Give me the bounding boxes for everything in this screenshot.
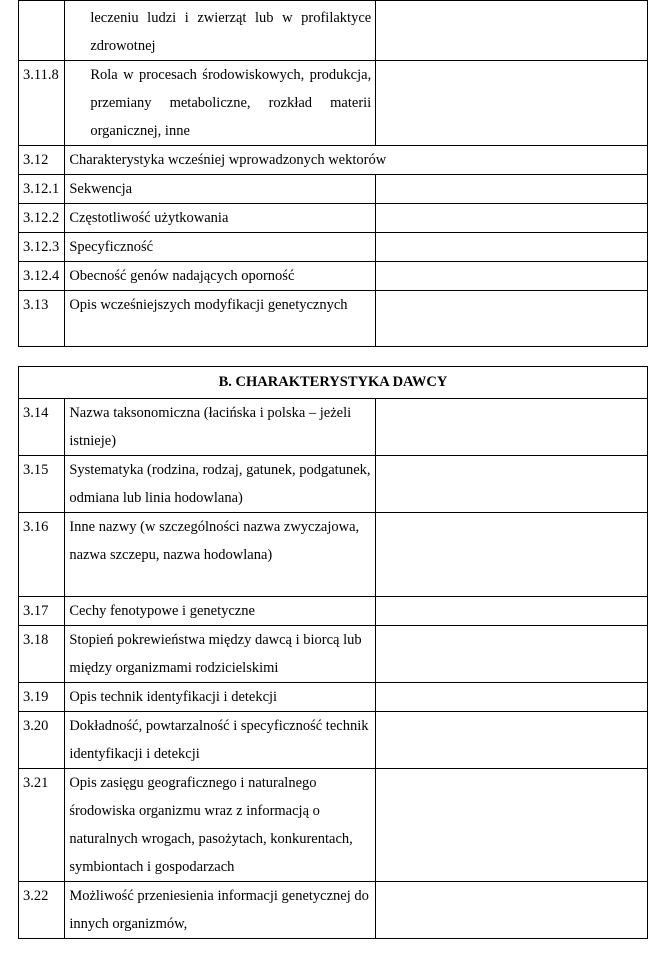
row-description: Częstotliwość użytkowania	[65, 204, 376, 233]
table-row	[19, 769, 648, 882]
row-description: Opis technik identyfikacji i detekcji	[65, 683, 376, 712]
row-number: 3.13	[19, 291, 65, 347]
row-number: 3.17	[19, 597, 65, 626]
section-title: B. CHARAKTERYSTYKA DAWCY	[19, 367, 648, 399]
row-number: 3.12.3	[19, 233, 65, 262]
value-cell[interactable]	[376, 513, 648, 597]
table-row	[19, 513, 648, 597]
row-description: Stopień pokrewieństwa między dawcą i biorcą lub między organizmami rodzicielskimi	[65, 626, 376, 683]
row-description: Sekwencja	[65, 175, 376, 204]
part-b-table	[18, 366, 648, 939]
value-cell[interactable]	[376, 262, 648, 291]
row-description: Systematyka (rodzina, rodzaj, gatunek, podgatunek, odmiana lub linia hodowlana)	[65, 456, 376, 513]
row-description: Inne nazwy (w szczególności nazwa zwyczajowa, nazwa szczepu, nazwa hodowlana)	[65, 513, 376, 597]
value-cell[interactable]	[376, 1, 648, 61]
value-cell[interactable]	[376, 291, 648, 347]
table-row	[19, 291, 648, 347]
part-a-table	[18, 0, 648, 347]
row-number: 3.14	[19, 399, 65, 456]
value-cell[interactable]	[376, 399, 648, 456]
row-description: Dokładność, powtarzalność i specyficzność technik identyfikacji i detekcji	[65, 712, 376, 769]
row-number: 3.12	[19, 146, 65, 175]
table-row	[19, 146, 648, 175]
section-header-row	[19, 367, 648, 399]
table-row	[19, 712, 648, 769]
row-number: 3.12.4	[19, 262, 65, 291]
value-cell[interactable]	[376, 233, 648, 262]
table-row	[19, 683, 648, 712]
row-number: 3.12.2	[19, 204, 65, 233]
value-cell[interactable]	[376, 882, 648, 939]
value-cell[interactable]	[376, 61, 648, 146]
value-cell[interactable]	[376, 626, 648, 683]
value-cell[interactable]	[376, 712, 648, 769]
table-row	[19, 399, 648, 456]
row-description: Opis zasięgu geograficznego i naturalnego środowiska organizmu wraz z informacją o naturalnych wrogach, pasożytach, konkurentach, symbiontach i gospodarzach	[65, 769, 376, 882]
table-row	[19, 262, 648, 291]
row-description: Opis wcześniejszych modyfikacji genetycznych	[65, 291, 376, 347]
row-number: 3.16	[19, 513, 65, 597]
table-row	[19, 61, 648, 146]
row-description: leczeniu ludzi i zwierząt lub w profilaktyce zdrowotnej	[65, 1, 376, 61]
row-number: 3.19	[19, 683, 65, 712]
row-description: Obecność genów nadających oporność	[65, 262, 376, 291]
value-cell[interactable]	[376, 597, 648, 626]
row-description: Charakterystyka wcześniej wprowadzonych wektorów	[65, 146, 648, 175]
value-cell[interactable]	[376, 769, 648, 882]
row-number: 3.12.1	[19, 175, 65, 204]
row-number	[19, 1, 65, 61]
row-number: 3.18	[19, 626, 65, 683]
row-description: Specyficzność	[65, 233, 376, 262]
row-description: Możliwość przeniesienia informacji genetycznej do innych organizmów,	[65, 882, 376, 939]
table-row	[19, 626, 648, 683]
value-cell[interactable]	[376, 456, 648, 513]
table-row	[19, 204, 648, 233]
value-cell[interactable]	[376, 204, 648, 233]
value-cell[interactable]	[376, 683, 648, 712]
table-row	[19, 175, 648, 204]
row-number: 3.21	[19, 769, 65, 882]
table-row	[19, 597, 648, 626]
row-description: Nazwa taksonomiczna (łacińska i polska – jeżeli istnieje)	[65, 399, 376, 456]
row-number: 3.11.8	[19, 61, 65, 146]
table-row	[19, 456, 648, 513]
row-number: 3.20	[19, 712, 65, 769]
row-description: Cechy fenotypowe i genetyczne	[65, 597, 376, 626]
row-number: 3.22	[19, 882, 65, 939]
row-number: 3.15	[19, 456, 65, 513]
table-row	[19, 233, 648, 262]
value-cell[interactable]	[376, 175, 648, 204]
row-description: Rola w procesach środowiskowych, produkcja, przemiany metaboliczne, rozkład materii organicznej, inne	[65, 61, 376, 146]
table-row	[19, 882, 648, 939]
table-row	[19, 1, 648, 61]
